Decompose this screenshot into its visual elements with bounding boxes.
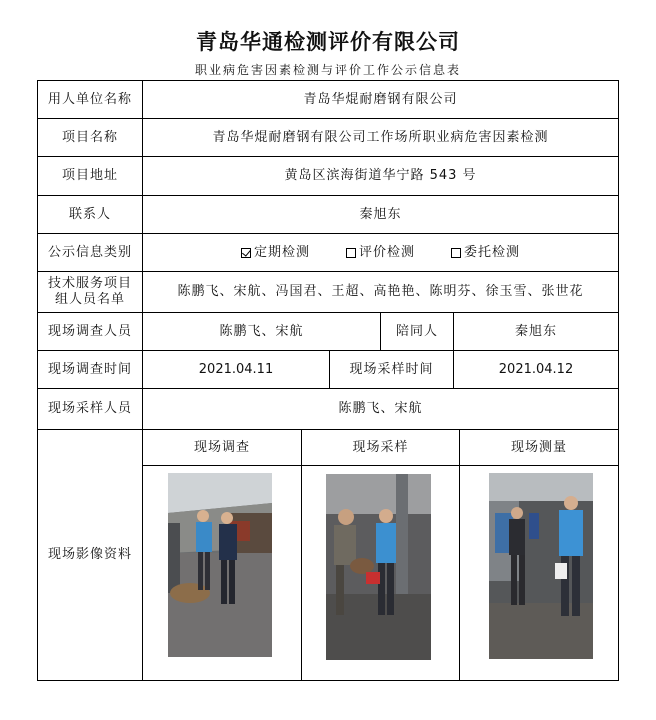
employer-value: 青岛华焜耐磨钢有限公司: [142, 80, 619, 119]
site-sampling-photo: [326, 474, 431, 660]
survey-time-label: 现场调查时间: [37, 350, 143, 389]
contact-value: 秦旭东: [142, 195, 619, 234]
category-option-label: 评价检测: [358, 244, 415, 260]
team-value: 陈鹏飞、宋航、冯国君、王超、高艳艳、陈明芬、徐玉雪、张世花: [142, 271, 619, 313]
document-title: 青岛华通检测评价有限公司: [196, 30, 460, 54]
image-caption-sampling: 现场采样: [301, 429, 460, 466]
companion-label: 陪同人: [380, 312, 454, 351]
employer-label: 用人单位名称: [37, 80, 143, 119]
sampling-staff-label: 现场采样人员: [37, 388, 143, 430]
category-label: 公示信息类别: [37, 233, 143, 272]
checkbox-icon[interactable]: [451, 248, 461, 258]
category-option-periodic[interactable]: [241, 245, 310, 261]
team-label: 技术服务项目组人员名单: [37, 271, 143, 313]
image-caption-measurement: 现场测量: [459, 429, 619, 466]
survey-staff-label: 现场调查人员: [37, 312, 143, 351]
sampling-time-label: 现场采样时间: [329, 350, 454, 389]
images-label: 现场影像资料: [37, 429, 143, 681]
project-address-label: 项目地址: [37, 156, 143, 196]
checked-box-icon[interactable]: [241, 248, 251, 258]
checkbox-icon[interactable]: [346, 248, 356, 258]
project-address-value: 黄岛区滨海街道华宁路 543 号: [142, 156, 619, 196]
site-measurement-photo: [489, 473, 593, 659]
category-options: [142, 233, 619, 272]
site-survey-photo: [168, 473, 272, 657]
contact-label: 联系人: [37, 195, 143, 234]
category-option-evaluation[interactable]: [346, 245, 415, 261]
project-name-value: 青岛华焜耐磨钢有限公司工作场所职业病危害因素检测: [142, 118, 619, 157]
sampling-staff-value: 陈鹏飞、宋航: [142, 388, 619, 430]
sampling-time-value: 2021.04.12: [453, 350, 619, 389]
category-option-label: 委托检测: [464, 244, 521, 260]
companion-value: 秦旭东: [453, 312, 619, 351]
project-name-label: 项目名称: [37, 118, 143, 157]
image-caption-survey: 现场调查: [142, 429, 302, 466]
document-subtitle: 职业病危害因素检测与评价工作公示信息表: [194, 63, 461, 77]
survey-staff-value: 陈鹏飞、宋航: [142, 312, 381, 351]
survey-time-value: 2021.04.11: [142, 350, 330, 389]
category-option-label: 定期检测: [253, 244, 310, 260]
category-option-commissioned[interactable]: [451, 245, 520, 261]
